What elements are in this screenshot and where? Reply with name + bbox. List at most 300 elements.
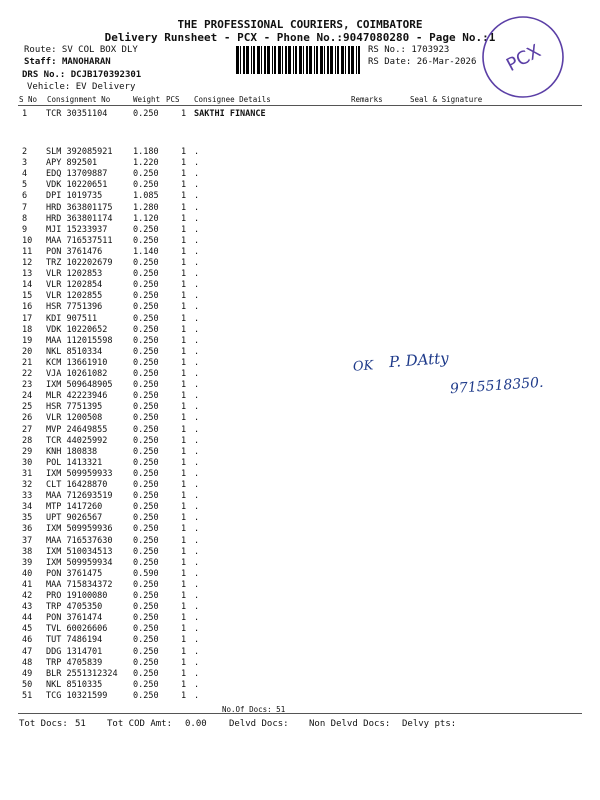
row-weight: 0.250 (133, 169, 159, 180)
col-seal-signature: Seal & Signature (410, 95, 483, 104)
row-pcs: 1 (181, 668, 187, 679)
row-weight: 0.250 (133, 291, 159, 302)
barcode-bar (253, 46, 255, 74)
table-row (0, 692, 600, 701)
row-pcs: 1 (181, 191, 187, 202)
row-weight: 0.250 (133, 491, 159, 502)
row-weight: 0.250 (133, 513, 159, 524)
table-row (0, 670, 600, 679)
barcode-bar (356, 46, 357, 74)
row-consignee-details: . (194, 424, 200, 435)
row-weight: 0.250 (133, 480, 159, 490)
row-weight: 0.250 (133, 391, 159, 402)
row-weight: 1.140 (133, 246, 159, 257)
row-sno: 28 (22, 435, 33, 446)
row-consignee-details: . (194, 591, 200, 601)
row-weight: 0.250 (133, 413, 159, 424)
table-row (0, 292, 600, 301)
barcode-bar (335, 46, 336, 74)
row-sno: 15 (22, 291, 33, 302)
row-pcs: 1 (181, 502, 187, 513)
barcode-bar (282, 46, 283, 74)
row-consignment-no: VLR 1202854 (46, 280, 103, 291)
row-consignee-details: . (194, 657, 200, 668)
barcode-bar (306, 46, 308, 74)
row-weight: 1.120 (133, 213, 159, 224)
row-pcs: 1 (181, 224, 187, 235)
row-consignment-no: NKL 8510334 (46, 346, 103, 357)
tot-cod-value: 0.00 (185, 719, 207, 729)
row-consignment-no: IXM 509959936 (46, 524, 113, 535)
staff-line (24, 57, 111, 67)
col-weight: Weight (133, 95, 161, 104)
row-sno: 6 (22, 191, 28, 202)
table-row (0, 192, 600, 201)
row-weight: 0.250 (133, 109, 159, 119)
row-sno: 5 (22, 180, 28, 191)
row-weight: 0.250 (133, 369, 159, 379)
row-consignment-no: PON 3761475 (46, 568, 103, 579)
row-pcs: 1 (181, 690, 187, 701)
row-sno: 38 (22, 546, 33, 557)
row-consignment-no: IXM 509648905 (46, 380, 113, 391)
tot-docs-value: 51 (75, 719, 86, 729)
barcode-bar (274, 46, 276, 74)
row-weight: 0.250 (133, 435, 159, 446)
row-consignment-no: TRZ 102202679 (46, 258, 113, 268)
barcode-bar (345, 46, 346, 74)
row-consignee-details: . (194, 291, 200, 302)
row-weight: 0.250 (133, 657, 159, 668)
row-pcs: 1 (181, 568, 187, 579)
row-consignee-details: . (194, 269, 200, 280)
row-consignment-no: VLR 1202855 (46, 291, 103, 302)
table-row (0, 237, 600, 246)
row-weight: 0.250 (133, 690, 159, 701)
row-sno: 17 (22, 313, 33, 324)
row-sno: 21 (22, 357, 33, 368)
row-weight: 0.250 (133, 635, 159, 646)
barcode-bar (320, 46, 323, 74)
row-consignee-details: . (194, 169, 200, 180)
vehicle-text: Vehicle: EV Delivery (27, 82, 136, 92)
row-consignment-no: VDK 10220652 (46, 324, 108, 335)
row-consignee-details: . (194, 468, 200, 479)
row-consignment-no: TRP 4705839 (46, 657, 103, 668)
row-weight: 0.250 (133, 557, 159, 568)
row-sno: 23 (22, 380, 33, 391)
row-sno: 43 (22, 602, 33, 613)
row-consignment-no: PON 3761474 (46, 613, 103, 624)
barcode-bar (251, 46, 252, 74)
row-consignee-details: . (194, 491, 200, 502)
row-pcs: 1 (181, 402, 187, 413)
row-sno: 51 (22, 690, 33, 701)
row-pcs: 1 (181, 446, 187, 457)
row-pcs: 1 (181, 158, 187, 169)
row-consignment-no: IXM 509959933 (46, 468, 113, 479)
row-consignment-no: APY 892501 (46, 158, 98, 169)
row-weight: 0.250 (133, 357, 159, 368)
table-row (0, 281, 600, 290)
row-consignment-no: TUT 7486194 (46, 635, 103, 646)
row-consignee-details: . (194, 235, 200, 246)
table-row (0, 170, 600, 179)
row-pcs: 1 (181, 557, 187, 568)
barcode-bar (257, 46, 260, 74)
barcode-bar (293, 46, 294, 74)
row-consignment-no: DDG 1314701 (46, 646, 103, 657)
barcode-bar (316, 46, 318, 74)
col-sno: S No (19, 95, 38, 104)
row-consignment-no: HSR 7751395 (46, 402, 103, 413)
table-row (0, 148, 600, 157)
row-consignment-no: MAA 112015598 (46, 335, 113, 346)
row-consignee-details: . (194, 224, 200, 235)
row-weight: 0.250 (133, 468, 159, 479)
row-weight: 0.590 (133, 568, 159, 579)
barcode-bar (267, 46, 270, 74)
row-consignment-no: CLT 16428870 (46, 480, 108, 490)
barcode-bar (324, 46, 325, 74)
delvd-docs-label: Delvd Docs: (229, 719, 289, 729)
row-weight: 1.280 (133, 202, 159, 213)
row-consignee-details: . (194, 457, 200, 468)
barcode-bar (261, 46, 262, 74)
row-consignment-no: IXM 509959934 (46, 557, 113, 568)
row-sno: 9 (22, 224, 28, 235)
barcode-bar (303, 46, 304, 74)
table-row (0, 537, 600, 546)
row-pcs: 1 (181, 169, 187, 180)
row-consignee-details: . (194, 202, 200, 213)
row-sno: 50 (22, 679, 33, 690)
row-weight: 0.250 (133, 546, 159, 557)
staff-label: Staff: (24, 57, 57, 67)
row-pcs: 1 (181, 258, 187, 268)
row-pcs: 1 (181, 513, 187, 524)
table-row (0, 492, 600, 501)
barcode (236, 46, 362, 74)
row-weight: 0.250 (133, 324, 159, 335)
row-sno: 30 (22, 457, 33, 468)
row-pcs: 1 (181, 457, 187, 468)
table-row (0, 403, 600, 412)
row-weight: 0.250 (133, 457, 159, 468)
row-consignment-no: POL 1413321 (46, 457, 103, 468)
table-row (0, 448, 600, 457)
row-consignment-no: TCR 30351104 (46, 109, 108, 119)
row-weight: 0.250 (133, 579, 159, 590)
table-row (0, 570, 600, 579)
runsheet-subtitle: Delivery Runsheet - PCX - Phone No.:9047080280 - Page No.:1 (104, 31, 496, 44)
row-sno: 29 (22, 446, 33, 457)
row-pcs: 1 (181, 646, 187, 657)
table-row (0, 503, 600, 512)
table-row (0, 270, 600, 279)
row-sno: 24 (22, 391, 33, 402)
row-consignee-details: . (194, 346, 200, 357)
rs-number: RS No.: 1703923 (368, 45, 450, 55)
row-pcs: 1 (181, 602, 187, 613)
row-consignee-details: . (194, 191, 200, 202)
row-sno: 12 (22, 258, 33, 268)
row-pcs: 1 (181, 535, 187, 546)
row-consignee-details: . (194, 435, 200, 446)
table-row (0, 459, 600, 468)
row-sno: 45 (22, 624, 33, 635)
table-row (0, 437, 600, 446)
row-consignment-no: KCM 13661910 (46, 357, 108, 368)
row-pcs: 1 (181, 491, 187, 502)
route-text: Route: SV COL BOX DLY (24, 45, 138, 55)
row-consignment-no: VLR 1202853 (46, 269, 103, 280)
stamp-text: PCX (502, 40, 545, 76)
row-consignment-no: SLM 392085921 (46, 147, 113, 157)
row-pcs: 1 (181, 657, 187, 668)
row-consignee-details: . (194, 335, 200, 346)
row-sno: 10 (22, 235, 33, 246)
row-weight: 0.250 (133, 224, 159, 235)
row-pcs: 1 (181, 468, 187, 479)
row-pcs: 1 (181, 591, 187, 601)
row-weight: 0.250 (133, 591, 159, 601)
row-consignee-details: . (194, 579, 200, 590)
barcode-bar (246, 46, 249, 74)
row-sno: 46 (22, 635, 33, 646)
row-pcs: 1 (181, 624, 187, 635)
row-sno: 1 (22, 109, 28, 119)
row-weight: 0.250 (133, 613, 159, 624)
barcode-bar (358, 46, 360, 74)
row-consignment-no: MTP 1417260 (46, 502, 103, 513)
row-consignee-details: . (194, 546, 200, 557)
row-consignee-details: . (194, 402, 200, 413)
row-sno: 36 (22, 524, 33, 535)
row-consignment-no: UPT 9026567 (46, 513, 103, 524)
row-sno: 32 (22, 480, 33, 490)
barcode-bar (240, 46, 241, 74)
barcode-bar (314, 46, 315, 74)
barcode-bar (327, 46, 329, 74)
row-consignment-no: TVL 60026606 (46, 624, 108, 635)
row-pcs: 1 (181, 613, 187, 624)
row-sno: 19 (22, 335, 33, 346)
delvy-pts-label: Delvy pts: (402, 719, 457, 729)
row-consignment-no: KDI 907511 (46, 313, 98, 324)
row-consignee-details: . (194, 646, 200, 657)
row-consignee-details: . (194, 502, 200, 513)
row-weight: 0.250 (133, 679, 159, 690)
row-consignee-details: SAKTHI FINANCE (194, 109, 266, 119)
row-consignment-no: IXM 510034513 (46, 546, 113, 557)
no-of-docs: No.Of Docs: 51 (222, 705, 286, 714)
table-row (0, 392, 600, 401)
row-consignee-details: . (194, 535, 200, 546)
row-consignment-no: MAA 715834372 (46, 579, 113, 590)
barcode-bar (272, 46, 273, 74)
row-sno: 13 (22, 269, 33, 280)
row-consignee-details: . (194, 180, 200, 191)
row-sno: 49 (22, 668, 33, 679)
row-sno: 22 (22, 369, 33, 379)
non-delvd-docs-label: Non Delvd Docs: (309, 719, 391, 729)
row-weight: 0.250 (133, 502, 159, 513)
row-consignee-details: . (194, 391, 200, 402)
barcode-bar (330, 46, 333, 74)
pcx-stamp (478, 12, 568, 102)
row-consignee-details: . (194, 413, 200, 424)
row-sno: 47 (22, 646, 33, 657)
header-divider (18, 105, 582, 106)
row-consignee-details: . (194, 624, 200, 635)
row-pcs: 1 (181, 480, 187, 490)
table-row (0, 581, 600, 590)
row-sno: 26 (22, 413, 33, 424)
row-sno: 8 (22, 213, 28, 224)
table-row (0, 414, 600, 423)
row-pcs: 1 (181, 147, 187, 157)
barcode-bar (288, 46, 291, 74)
table-row (0, 248, 600, 257)
row-consignment-no: DPI 1019735 (46, 191, 103, 202)
row-consignee-details: . (194, 147, 200, 157)
row-consignee-details: . (194, 679, 200, 690)
row-consignment-no: BLR 2551312324 (46, 668, 118, 679)
row-weight: 0.250 (133, 524, 159, 535)
row-consignment-no: PRO 19100080 (46, 591, 108, 601)
row-consignment-no: HRD 363801175 (46, 202, 113, 213)
row-sno: 20 (22, 346, 33, 357)
row-consignment-no: TCG 10321599 (46, 690, 108, 701)
row-pcs: 1 (181, 357, 187, 368)
barcode-bar (309, 46, 312, 74)
tot-docs-label: Tot Docs: (19, 719, 68, 729)
row-weight: 0.250 (133, 402, 159, 413)
row-pcs: 1 (181, 546, 187, 557)
col-pcs: PCS (166, 95, 180, 104)
row-sno: 34 (22, 502, 33, 513)
row-sno: 7 (22, 202, 28, 213)
table-row (0, 636, 600, 645)
barcode-bar (236, 46, 239, 74)
row-consignee-details: . (194, 324, 200, 335)
staff-name: MANOHARAN (61, 57, 111, 67)
handwritten-ok: OK (352, 358, 374, 375)
row-weight: 0.250 (133, 258, 159, 268)
row-consignment-no: VLR 1200508 (46, 413, 103, 424)
row-sno: 4 (22, 169, 28, 180)
row-weight: 1.180 (133, 147, 159, 157)
table-row (0, 648, 600, 657)
row-weight: 0.250 (133, 269, 159, 280)
row-consignee-details: . (194, 280, 200, 291)
row-weight: 0.250 (133, 602, 159, 613)
row-consignment-no: HSR 7751396 (46, 302, 103, 313)
handwritten-signature: P. DAtty (388, 348, 450, 372)
row-sno: 16 (22, 302, 33, 313)
barcode-bar (295, 46, 297, 74)
row-sno: 44 (22, 613, 33, 624)
row-pcs: 1 (181, 635, 187, 646)
row-weight: 0.250 (133, 235, 159, 246)
row-consignee-details: . (194, 613, 200, 624)
table-row (0, 625, 600, 634)
table-row (0, 514, 600, 523)
row-consignee-details: . (194, 313, 200, 324)
row-consignment-no: MAA 716537630 (46, 535, 113, 546)
row-consignment-no: VDK 10220651 (46, 180, 108, 191)
table-row (0, 337, 600, 346)
row-consignee-details: . (194, 568, 200, 579)
rs-date: RS Date: 26-Mar-2026 (368, 57, 477, 67)
barcode-bar (243, 46, 245, 74)
row-sno: 41 (22, 579, 33, 590)
row-consignee-details: . (194, 690, 200, 701)
table-row (0, 426, 600, 435)
barcode-bar (337, 46, 339, 74)
table-row (0, 659, 600, 668)
row-weight: 0.250 (133, 446, 159, 457)
table-row (0, 592, 600, 601)
table-row (0, 315, 600, 324)
table-row (0, 259, 600, 268)
row-sno: 14 (22, 280, 33, 291)
row-consignee-details: . (194, 357, 200, 368)
row-consignment-no: MAA 712693519 (46, 491, 113, 502)
drs-number: DRS No.: DCJB170392301 (22, 70, 142, 80)
row-weight: 0.250 (133, 424, 159, 435)
handwritten-phone: 9715518350. (449, 374, 544, 398)
row-pcs: 1 (181, 213, 187, 224)
row-pcs: 1 (181, 180, 187, 191)
barcode-bar (285, 46, 287, 74)
table-row (0, 359, 600, 368)
barcode-bar (278, 46, 281, 74)
table-row (0, 348, 600, 357)
table-row (0, 681, 600, 690)
row-sno: 42 (22, 591, 33, 601)
row-weight: 0.250 (133, 380, 159, 391)
tot-cod-label: Tot COD Amt: (107, 719, 173, 729)
row-consignee-details: . (194, 302, 200, 313)
row-pcs: 1 (181, 579, 187, 590)
row-consignment-no: NKL 8510335 (46, 679, 103, 690)
row-pcs: 1 (181, 280, 187, 291)
row-sno: 3 (22, 158, 28, 169)
row-sno: 25 (22, 402, 33, 413)
row-consignee-details: . (194, 635, 200, 646)
row-consignee-details: . (194, 446, 200, 457)
table-row (0, 303, 600, 312)
row-consignee-details: . (194, 158, 200, 169)
row-pcs: 1 (181, 369, 187, 379)
row-weight: 0.250 (133, 180, 159, 191)
row-sno: 35 (22, 513, 33, 524)
row-sno: 39 (22, 557, 33, 568)
row-consignee-details: . (194, 668, 200, 679)
table-row (0, 159, 600, 168)
table-row (0, 326, 600, 335)
row-weight: 1.085 (133, 191, 159, 202)
row-weight: 0.250 (133, 280, 159, 291)
row-weight: 0.250 (133, 668, 159, 679)
row-consignment-no: KNH 180838 (46, 446, 98, 457)
row-sno: 37 (22, 535, 33, 546)
table-row (0, 603, 600, 612)
barcode-bar (341, 46, 344, 74)
row-consignee-details: . (194, 602, 200, 613)
